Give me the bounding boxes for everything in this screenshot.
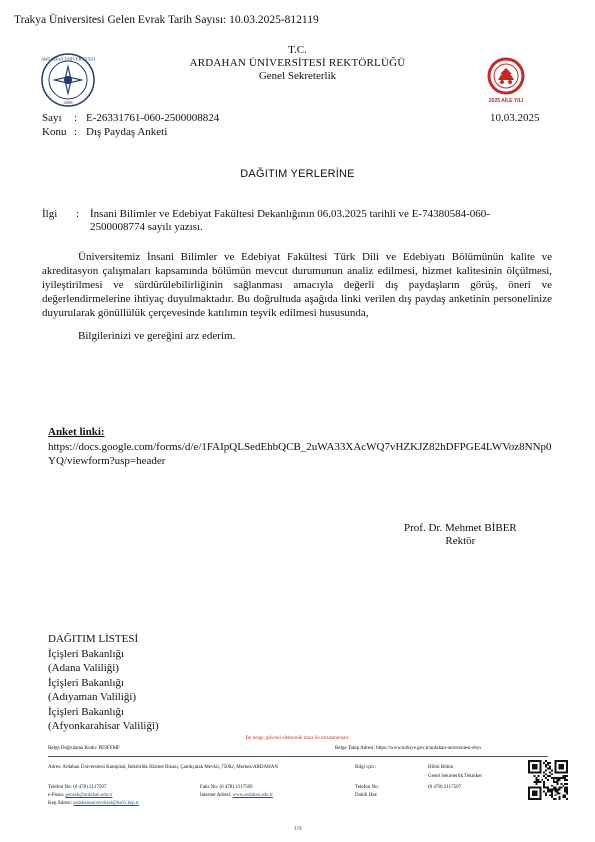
incoming-document-stamp: Trakya Üniversitesi Gelen Evrak Tarih Sayısı: 10.03.2025-812119 bbox=[14, 14, 319, 26]
footer-fax: Faks No: (0 478) 2117509 bbox=[200, 785, 253, 790]
signatory-name: Prof. Dr. Mehmet BİBER bbox=[404, 522, 517, 534]
document-date: 10.03.2025 bbox=[490, 112, 540, 124]
signature-block bbox=[404, 522, 517, 548]
kep-link[interactable]: ardahanuniversitesi@hs01.kep.tr bbox=[73, 801, 139, 806]
letterhead-tc: T.C. bbox=[288, 44, 307, 56]
distribution-item: İçişleri Bakanlığı bbox=[48, 705, 125, 718]
distribution-list bbox=[48, 632, 159, 734]
body-paragraph bbox=[42, 250, 552, 320]
info-phone: (0 478) 2117507 bbox=[428, 785, 462, 790]
info-name: Hilmi Bütün bbox=[428, 765, 454, 770]
footer-web-row bbox=[200, 792, 273, 801]
sayi-value: E-26331761-060-2500008824 bbox=[86, 112, 220, 124]
email-link[interactable]: gensek@ardahan.edu.tr bbox=[65, 793, 113, 798]
konu-row bbox=[42, 126, 167, 139]
verification-code: Belge Doğrulama Kodu: PE9FEMF bbox=[48, 746, 120, 751]
email-label: e-Posta: bbox=[48, 793, 65, 798]
survey-link-url[interactable]: https://docs.google.com/forms/d/e/1FAIpQLSedEhbQCB_2uWA33XAcWQ7vHZKJZ82hDFPGE4LWVoz8NNp0YQ/viewform?usp=header bbox=[48, 441, 552, 467]
footer-verify-row bbox=[48, 746, 548, 751]
letterhead-department: Genel Sekreterlik bbox=[258, 70, 337, 82]
reference-block bbox=[42, 208, 542, 234]
kep-label: Kep Adresi: bbox=[48, 801, 73, 806]
logo-year: 2008 bbox=[63, 100, 73, 105]
info-title: Genel Sekreterlik Tekniker bbox=[428, 773, 482, 779]
qr-code[interactable] bbox=[528, 760, 568, 800]
footer-kep-row bbox=[48, 800, 139, 809]
reference-colon: : bbox=[76, 208, 80, 220]
web-label: İnternet Adresi: bbox=[200, 793, 232, 798]
footer-address: Adres: Ardahan Üniversitesi Kampüsü, Rektörlük Hizmet Binası, Çamlıçatak Mevkii, 75002, Merkez/ARDAHAN bbox=[48, 765, 278, 770]
distribution-title: DAĞITIM LİSTESİ bbox=[48, 633, 139, 645]
logo-top-text: ARDAHAN ÜNİVERSİTESİ bbox=[40, 56, 96, 62]
survey-link-label: Anket linki: bbox=[48, 426, 105, 438]
tracking-address[interactable]: Belge Takip Adresi: https://www.turkiye.gov.tr/ardahan-universitesi-ebys bbox=[335, 746, 482, 751]
page-number: 1/9 bbox=[293, 826, 302, 832]
distribution-item: İçişleri Bakanlığı bbox=[48, 647, 125, 660]
distribution-item: (Adana Valiliği) bbox=[48, 662, 119, 674]
distribution-item: (Afyonkarahisar Valiliği) bbox=[48, 720, 159, 732]
dahili-label: Dahili Hat: bbox=[355, 793, 378, 798]
distribution-item: (Adıyaman Valiliği) bbox=[48, 691, 137, 703]
reference-text: İnsani Bilimler ve Edebiyat Fakültesi Dekanlığının 06.03.2025 tarihli ve E-74380584-060-2500008774 sayılı yazısı. bbox=[90, 208, 490, 233]
family-year-logo bbox=[478, 52, 534, 108]
letterhead-institution: ARDAHAN ÜNİVERSİTESİ REKTÖRLÜĞÜ bbox=[189, 57, 406, 69]
info-contact bbox=[428, 764, 482, 781]
footer-phone: Telefon No: (0 478) 2117507 bbox=[48, 785, 107, 790]
secure-signature-note: Bu belge, güvenli elektronik imza ile imzalanmıştır. bbox=[245, 736, 350, 741]
signatory-title: Rektör bbox=[445, 535, 476, 547]
footer-divider bbox=[48, 756, 548, 757]
sayi-row bbox=[42, 112, 219, 125]
distribution-item: İçişleri Bakanlığı bbox=[48, 676, 125, 689]
konu-colon: : bbox=[74, 126, 78, 138]
konu-label: Konu bbox=[42, 126, 67, 138]
info-phone-label: Telefon No: bbox=[355, 785, 379, 790]
reference-label: İlgi bbox=[42, 208, 58, 220]
closing-line: Bilgilerinizi ve gereğini arz ederim. bbox=[78, 330, 236, 342]
info-label: Bilgi için : bbox=[355, 765, 377, 770]
sayi-colon: : bbox=[74, 112, 78, 124]
family-year-logo-text: 2025 AİLE YILI bbox=[488, 98, 524, 104]
body-text: Üniversitemiz İnsani Bilimler ve Edebiyat Fakültesi Türk Dili ve Edebiyatı Bölümünün kalite ve akreditasyon çalışmaları kapsamında bölümün mevcut durumunun analiz edilmesi, hizmet kalitesinin ölçülmesi, iyileştirilmesi ve sürdürülebilirliğinin sağlanması amacıyla değerli dış paydaşların görüş, öneri ve değerlendirmelerine ihtiyaç duyulmaktadır. Bu doğrultuda aşağıda linki verilen dış paydaş anketinin personelinize duyurularak gönüllülük çerçevesinde katılımın teşvik edilmesi hususunda, bbox=[42, 251, 552, 319]
sayi-label: Sayı bbox=[42, 112, 62, 124]
konu-value: Dış Paydaş Anketi bbox=[86, 126, 168, 138]
web-link[interactable]: www.ardahan.edu.tr bbox=[232, 793, 273, 798]
recipient-heading: DAĞITIM YERLERİNE bbox=[240, 168, 355, 180]
